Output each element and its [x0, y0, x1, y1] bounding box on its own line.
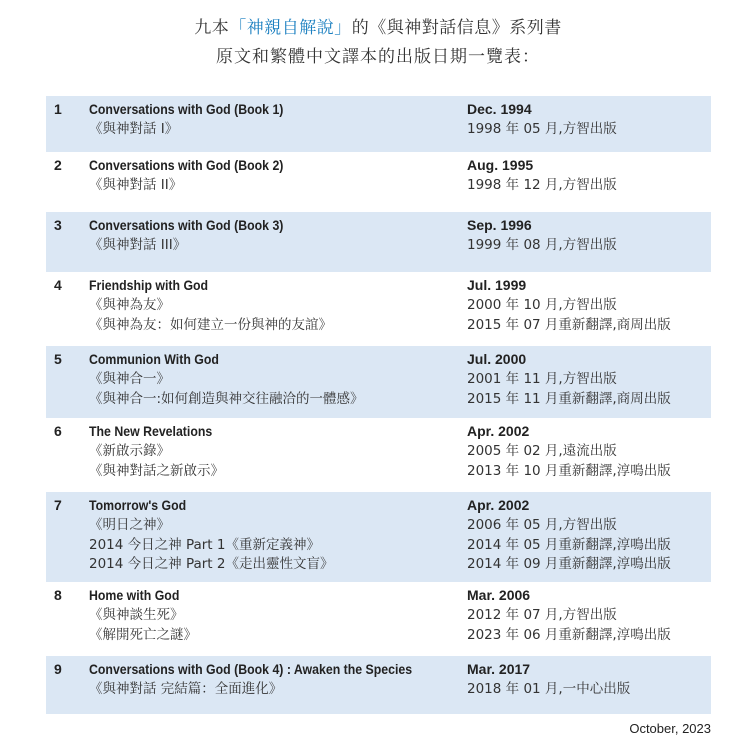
- translation-publication: 1998 年 05 月,方智出版: [467, 121, 617, 137]
- chinese-title: 《明日之神》: [89, 517, 170, 533]
- english-title: Conversations with God (Book 4) : Awaken the Species: [89, 661, 413, 677]
- row-number: 5: [54, 351, 62, 367]
- table-row: [46, 96, 711, 152]
- title-suffix: 的《與神對話信息》系列書: [351, 18, 562, 38]
- translation-publication: 2012 年 07 月,方智出版: [467, 607, 617, 623]
- book-title-cell: [89, 100, 459, 140]
- english-title: The New Revelations: [89, 423, 213, 439]
- chinese-title: 《解開死亡之謎》: [89, 626, 197, 643]
- book-title-cell: [89, 276, 459, 335]
- chinese-title: 《與神合一》: [89, 371, 170, 387]
- chinese-title: 《與神對話 III》: [89, 237, 187, 253]
- chinese-title: 《與神對話 完結篇：全面進化》: [89, 681, 283, 697]
- english-title: Conversations with God (Book 3): [89, 217, 284, 233]
- book-title-cell: [89, 350, 459, 409]
- row-number: 2: [54, 157, 62, 173]
- original-date: Apr. 2002: [467, 423, 530, 439]
- row-number: 4: [54, 277, 62, 293]
- publication-date-cell: [467, 350, 707, 409]
- translation-publication: 2013 年 10 月重新翻譯,淳鳴出版: [467, 462, 671, 479]
- chinese-title: 《與神合一:如何創造與神交往融洽的一體感》: [89, 390, 364, 407]
- english-title: Conversations with God (Book 2): [89, 157, 284, 173]
- publication-date-cell: [467, 100, 707, 140]
- translation-publication: 2005 年 02 月,遠流出版: [467, 443, 617, 459]
- table-row: [46, 346, 711, 418]
- book-title-cell: [89, 496, 459, 575]
- original-date: Mar. 2017: [467, 661, 531, 677]
- translation-publication: 1999 年 08 月,方智出版: [467, 237, 617, 253]
- original-date: Jul. 1999: [467, 277, 527, 293]
- table-row: [46, 656, 711, 714]
- english-title: Communion With God: [89, 351, 219, 367]
- translation-publication: 2014 年 09 月重新翻譯,淳鳴出版: [467, 556, 671, 572]
- book-title-cell: [89, 660, 459, 700]
- table-row: [46, 152, 711, 212]
- translation-publication: 2015 年 11 月重新翻譯,商周出版: [467, 390, 671, 407]
- translation-publication: 2014 年 05 月重新翻譯,淳鳴出版: [467, 536, 671, 553]
- table-row: [46, 272, 711, 346]
- publication-date-cell: [467, 276, 707, 335]
- table-row: [46, 492, 711, 582]
- publication-date-cell: [467, 422, 707, 481]
- original-date: Jul. 2000: [467, 351, 527, 367]
- chinese-title: 《與神對話 I》: [89, 121, 179, 137]
- translation-publication: 2006 年 05 月,方智出版: [467, 517, 617, 533]
- row-number: 8: [54, 587, 62, 603]
- publication-date-cell: [467, 586, 707, 645]
- chinese-title: 《與神談生死》: [89, 607, 184, 623]
- original-date: Aug. 1995: [467, 157, 534, 173]
- english-title: Friendship with God: [89, 277, 209, 293]
- row-number: 3: [54, 217, 62, 233]
- chinese-title: 《與神對話 II》: [89, 177, 183, 193]
- chinese-title: 《與神為友》: [89, 297, 170, 313]
- book-title-cell: [89, 586, 459, 645]
- publication-date-cell: [467, 496, 707, 575]
- original-date: Sep. 1996: [467, 217, 532, 233]
- translation-publication: 1998 年 12 月,方智出版: [467, 177, 617, 193]
- table-row: [46, 582, 711, 656]
- book-title-cell: [89, 156, 459, 196]
- translation-publication: 2000 年 10 月,方智出版: [467, 297, 617, 313]
- chinese-title: 《新啟示錄》: [89, 443, 170, 459]
- table-row: [46, 212, 711, 272]
- original-date: Dec. 1994: [467, 101, 532, 117]
- chinese-title: 《與神對話之新啟示》: [89, 462, 224, 479]
- book-title-cell: [89, 422, 459, 481]
- table-row: [46, 418, 711, 492]
- page-title: [0, 13, 756, 38]
- chinese-title: 2014 今日之神 Part 1《重新定義神》: [89, 536, 320, 553]
- original-date: Mar. 2006: [467, 587, 531, 603]
- chinese-title: 《與神為友：如何建立一份與神的友誼》: [89, 316, 332, 333]
- book-title-cell: [89, 216, 459, 256]
- page-subtitle: 原文和繁體中文譯本的出版日期一覽表：: [216, 47, 540, 67]
- publication-date-cell: [467, 156, 707, 196]
- translation-publication: 2023 年 06 月重新翻譯,淳鳴出版: [467, 626, 671, 643]
- row-number: 7: [54, 497, 62, 513]
- chinese-title: 2014 今日之神 Part 2《走出靈性文盲》: [89, 556, 334, 572]
- original-date: Apr. 2002: [467, 497, 530, 513]
- title-prefix: 九本: [194, 18, 230, 38]
- publication-table: [46, 96, 711, 714]
- row-number: 9: [54, 661, 62, 677]
- title-highlight: 「神親自解說」: [229, 18, 352, 38]
- date-footer: October, 2023: [629, 721, 711, 736]
- translation-publication: 2018 年 01 月,一中心出版: [467, 681, 631, 697]
- english-title: Tomorrow's God: [89, 497, 187, 513]
- english-title: Conversations with God (Book 1): [89, 101, 284, 117]
- publication-date-cell: [467, 660, 707, 700]
- publication-date-cell: [467, 216, 707, 256]
- translation-publication: 2015 年 07 月重新翻譯,商周出版: [467, 316, 671, 333]
- translation-publication: 2001 年 11 月,方智出版: [467, 371, 617, 387]
- english-title: Home with God: [89, 587, 180, 603]
- row-number: 1: [54, 101, 62, 117]
- row-number: 6: [54, 423, 62, 439]
